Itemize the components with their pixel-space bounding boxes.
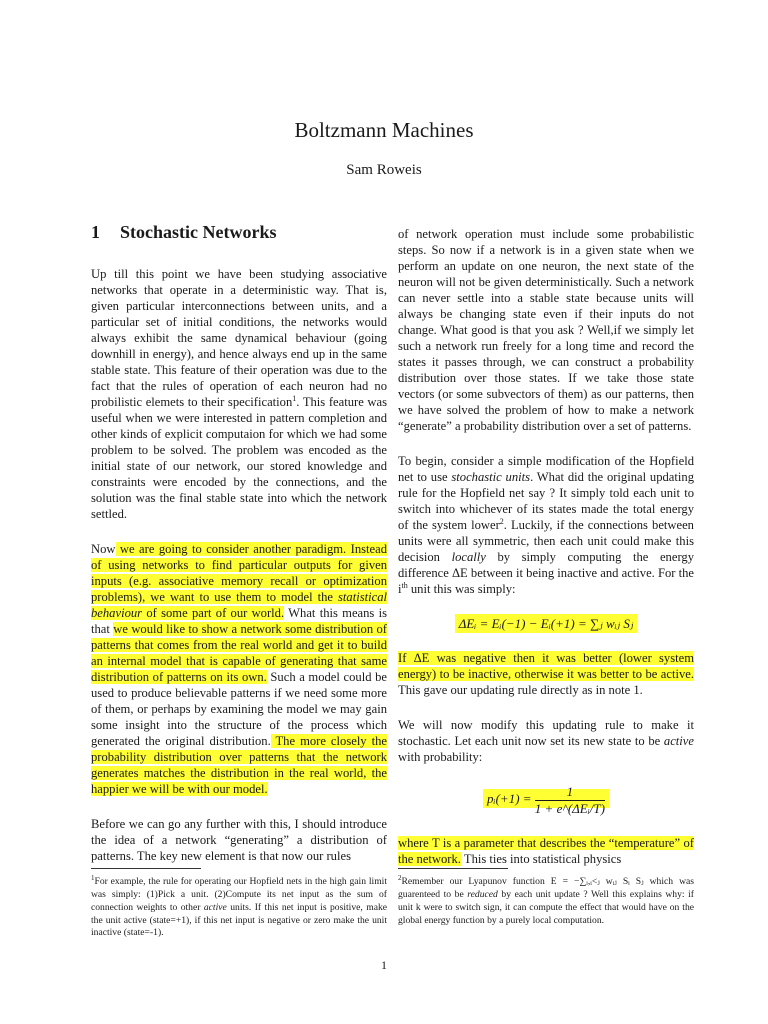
paragraph: of network operation must include some probabilistic steps. So now if a network is in a given state when we perform an update on one neuron, the next state of the neuron will not be given deterministically. Such a network can never settle into a stable state because units will always be changing state even if their inputs do not change. What good is that you ask ? Well,if we simply let such a network run freely for a long time and record the states it passes through, we can construct a probability distribution over those states. If we take those state vectors (or some subvectors of them) as our patterns, then we have solved the problem of how to make a network “generate” a probability distribution over a set of patterns.	[398, 227, 694, 433]
right-column	[398, 226, 694, 886]
author: Sam Roweis	[346, 162, 422, 178]
paragraph: To begin, consider a simple modification of the Hopfield net to use stochastic units. What did the original updating rule for the Hopfield net say ? It simply told each unit to switch into whichever of its states made the total energy of the system lower$^2$. Luckily, if the connections between units were all symmetric, then each unit could make this decision locally by simply computing the energy difference ΔE between it being inactive and active. For the $i^{th}$ unit this was simply:	[398, 454, 695, 596]
footnote-2: $^2$Remember our Lyapunov function E = −∑ᵢ,ᵢ<ⱼ wᵢⱼ Sᵢ Sⱼ which was guarenteed to be reduced by each unit update ? Well this explains why: if unit k were to switch sign, it can compute the effect that would have on the global energy function by a purely local computation.	[398, 874, 694, 926]
paper-title: Boltzmann Machines	[294, 118, 474, 142]
page-number: 1	[381, 958, 387, 972]
paragraph: where T is a parameter that describes the “temperature” of the network. This ties into statistical physics	[398, 836, 694, 866]
paragraph: Before we can go any further with this, I should introduce the idea of a network “generating” a distribution of patterns. The key new element is that now our rules	[91, 817, 387, 863]
paragraph: We will now modify this updating rule to make it stochastic. Let each unit now set its new state to be active with probability:	[398, 718, 694, 764]
left-column	[91, 222, 387, 883]
highlight: The more closely the probability distribution over patterns that the network generates matches the distribution in the real world, the happier we will be with our model.	[91, 734, 387, 796]
section-number: 1	[91, 222, 100, 242]
paragraph: Up till this point we have been studying associative networks that operate in a deterministic way. That is, given particular interconnections between units, and a particular set of initial conditions, the networks would always exhibit the same dynamical behaviour (going downhill in energy), and hence always end up in the same stable state. This feature of their operation was due to the fact that the rules of operation of each neuron had no probilistic elemets to their specification$^1$. This feature was useful when we were interested in pattern completion and other kinds of explicit computaion for which we had some problem to be solved. The problem was encoded as the initial state of our network, our stored knowledge and constraints were encoded by the connections, and the solution was the final stable state into which the network settled.	[91, 267, 387, 521]
equation-delta-e: ΔEᵢ = Eᵢ(−1) − Eᵢ(+1) = ∑ⱼ wᵢⱼ Sⱼ	[398, 616, 694, 632]
footnote-rule	[398, 868, 508, 869]
highlight: If ΔE was negative then it was better (lower system energy) to be inactive, otherwise it was better to be active.	[398, 651, 694, 681]
highlight: where T is a parameter that describes the “temperature” of the network.	[398, 836, 694, 866]
paragraph: If ΔE was negative then it was better (lower system energy) to be inactive, otherwise it was better to be active. This gave our updating rule directly as in note 1.	[398, 651, 694, 697]
footnote-1: $^1$For example, the rule for operating our Hopfield nets in the high gain limit was simply: (1)Pick a unit. (2)Compute its net input as the sum of connection weights to other active units. If this net input is positive, make the unit active (state=+1), if this net input is negative or zero make the unit inactive (state=-1).	[91, 874, 388, 939]
paragraph: Now we are going to consider another paradigm. Instead of using networks to find particular outputs for given inputs (e.g. associative memory recall or optimization problems), we want to use them to model the statistical behaviour of some part of our world. What this means is that we would like to show a network some distribution of patterns that comes from the real world and get it to build an internal model that is capable of generating that same distribution of patterns on its own. Such a model could be used to produce believable patterns if we need some more of them, or perhaps by examining the model we may gain some insight into the structure of the process which generated the original distribution. The more closely the probability distribution over patterns that the network generates matches the distribution in the real world, the happier we will be with our model.	[91, 542, 388, 796]
footnote-rule	[91, 868, 201, 869]
footnote-ref[interactable]: 2	[499, 516, 504, 526]
highlight: we would like to show a network some distribution of patterns that comes from the real world and get it to build an internal model that is capable of generating that same distribution of patterns on its own.	[91, 622, 388, 684]
highlight: we are going to consider another paradigm. Instead of using networks to find particular outputs for given inputs (e.g. associative memory recall or optimization problems), we want to use them to model the statistical behaviour of some part of our world.	[91, 542, 387, 620]
equation-probability: pᵢ(+1) = $\frac{1}{\text{1 + e\textasciicircum{}(ΔEᵢ/T)}}$	[398, 784, 694, 817]
section-heading	[91, 222, 387, 243]
footnote-ref[interactable]: 1	[292, 393, 297, 403]
section-title: Stochastic Networks	[120, 222, 277, 242]
